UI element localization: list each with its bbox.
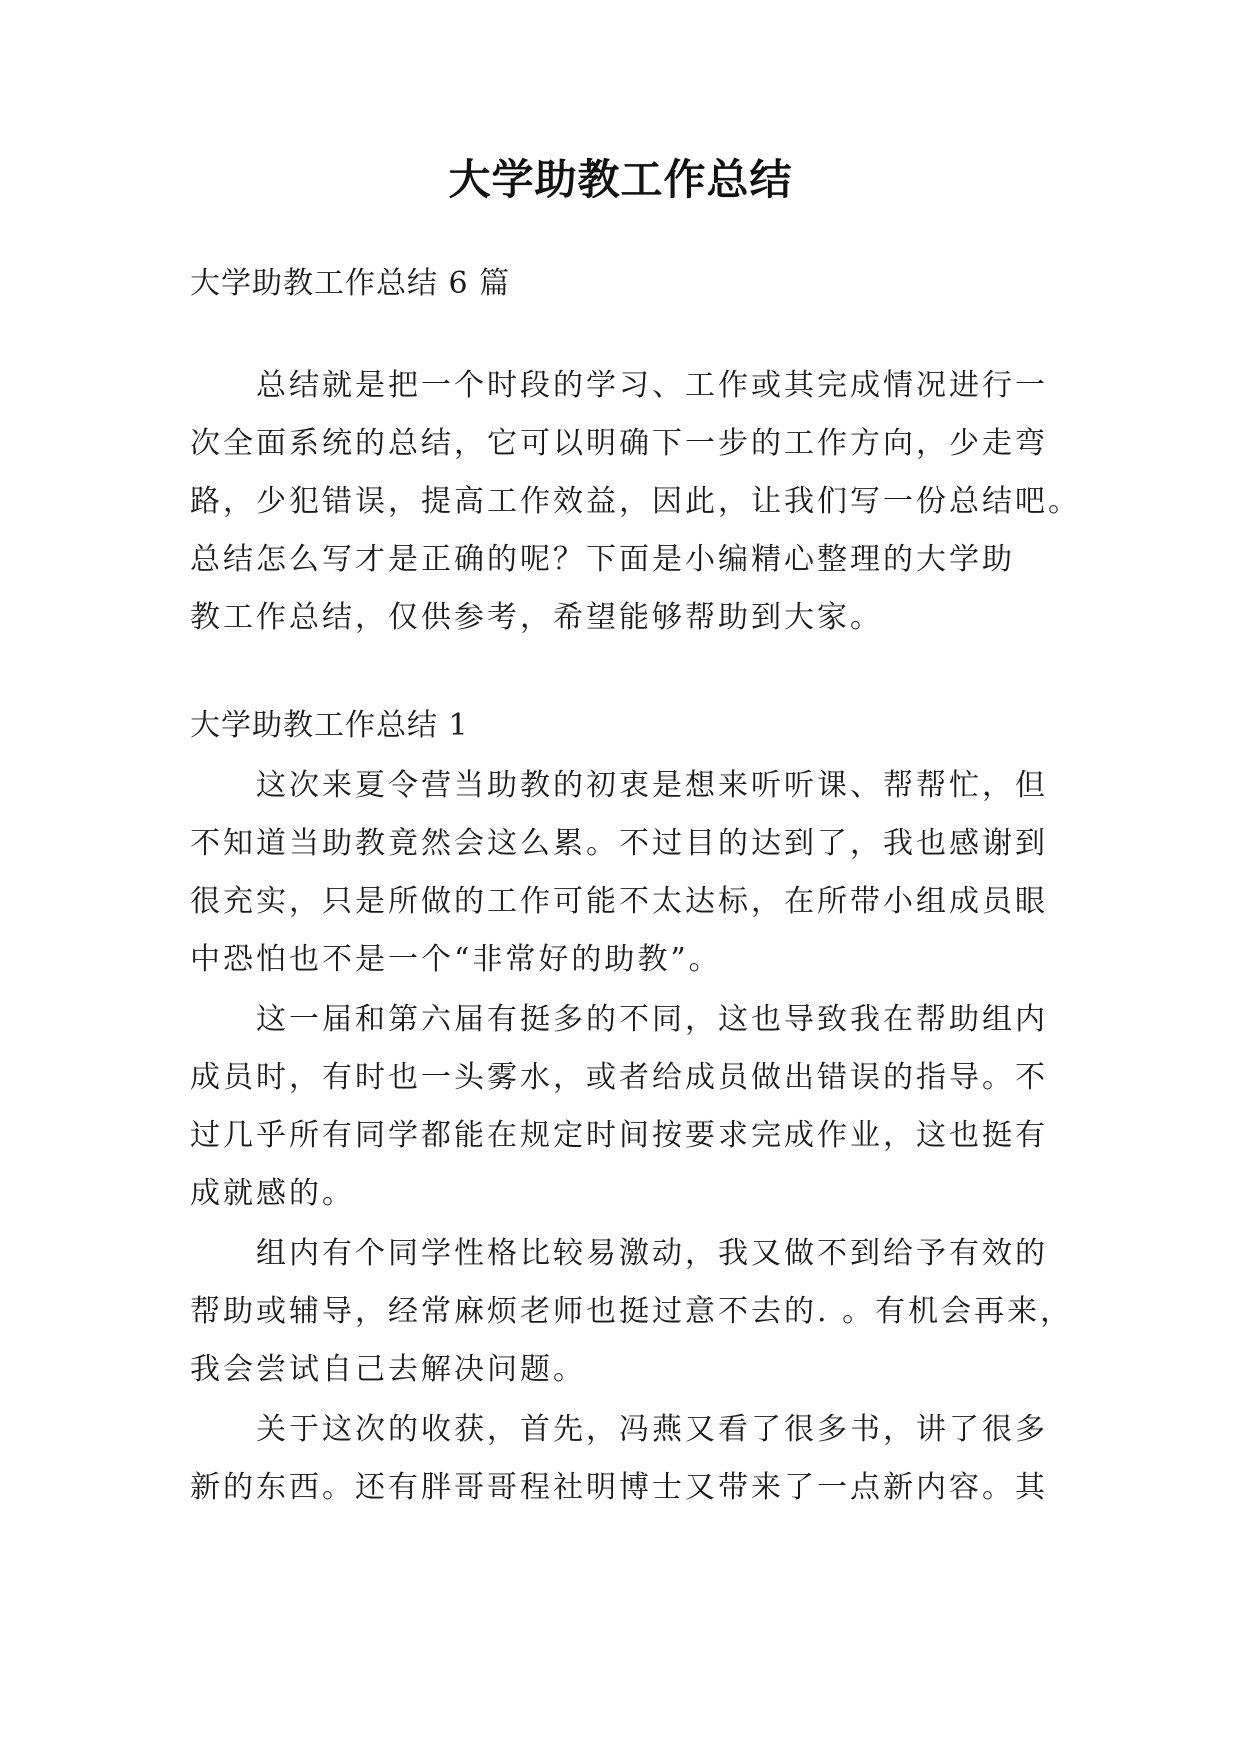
paragraph-line: 我会尝试自己去解决问题。 [190, 1352, 586, 1387]
paragraph-line: 成就感的。 [190, 1176, 355, 1211]
paragraph-line: 关于这次的收获，首先，冯燕又看了很多书，讲了很多 [256, 1412, 1048, 1447]
paragraph-line: 过几乎所有同学都能在规定时间按要求完成作业，这也挺有 [190, 1118, 1048, 1153]
paragraph-line: 帮助或辅导，经常麻烦老师也挺过意不去的. 。有机会再来， [190, 1294, 1074, 1329]
section-heading: 大学助教工作总结 1 [190, 708, 469, 743]
document-title: 大学助教工作总结 [448, 155, 793, 204]
paragraph-line: 成员时，有时也一头雾水，或者给成员做出错误的指导。不 [190, 1060, 1048, 1095]
intro-line: 次全面系统的总结，它可以明确下一步的工作方向，少走弯 [190, 426, 1048, 461]
document-subtitle: 大学助教工作总结 6 篇 [190, 266, 511, 301]
paragraph-line: 这次来夏令营当助教的初衷是想来听听课、帮帮忙，但 [256, 768, 1048, 803]
paragraph-line: 新的东西。还有胖哥哥程社明博士又带来了一点新内容。其 [190, 1470, 1048, 1505]
paragraph-line: 不知道当助教竟然会这么累。不过目的达到了，我也感谢到 [190, 826, 1048, 861]
intro-line: 总结怎么写才是正确的呢？下面是小编精心整理的大学助 [190, 542, 1015, 577]
intro-line: 教工作总结，仅供参考，希望能够帮助到大家。 [190, 600, 883, 635]
paragraph-line: 中恐怕也不是一个“非常好的助教”。 [190, 942, 722, 977]
paragraph-line: 组内有个同学性格比较易激动，我又做不到给予有效的 [256, 1236, 1048, 1271]
paragraph-line: 这一届和第六届有挺多的不同，这也导致我在帮助组内 [256, 1002, 1048, 1037]
paragraph-line: 很充实，只是所做的工作可能不太达标，在所带小组成员眼 [190, 884, 1048, 919]
intro-line: 路，少犯错误，提高工作效益，因此，让我们写一份总结吧。 [190, 484, 1081, 519]
intro-line: 总结就是把一个时段的学习、工作或其完成情况进行一 [256, 368, 1048, 403]
